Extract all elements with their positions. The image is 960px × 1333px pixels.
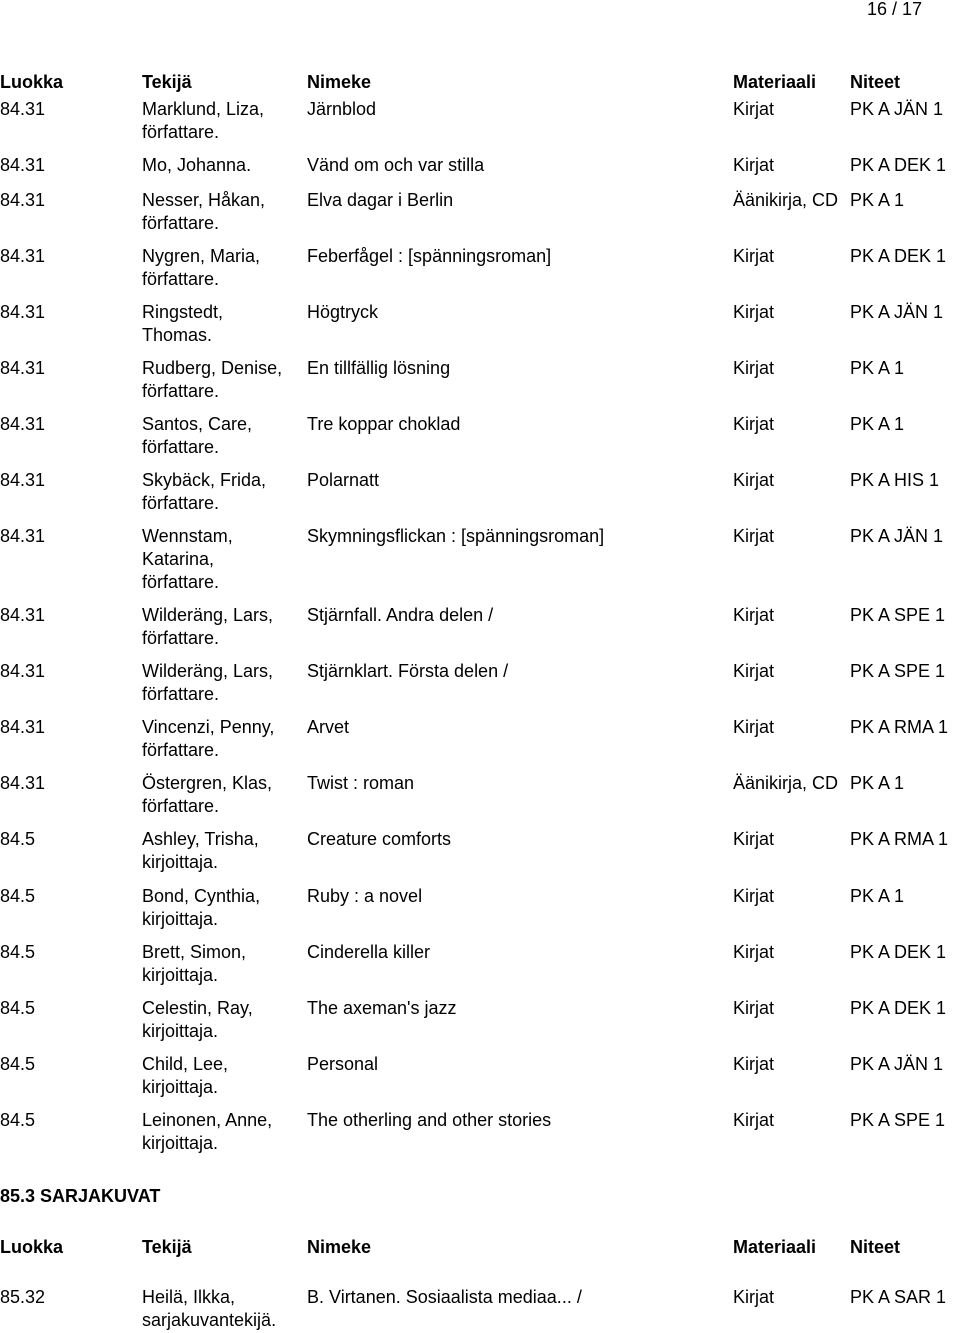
cell-nimeke: Polarnatt — [307, 470, 380, 490]
cell-materiaali: Kirjat — [733, 1287, 775, 1307]
cell-tekija: Santos, Care, — [142, 414, 253, 434]
cell-materiaali: Kirjat — [733, 358, 775, 378]
cell-tekija: kirjoittaja. — [142, 1133, 219, 1153]
cell-niteet: PK A 1 — [850, 886, 905, 906]
cell-niteet: PK A SPE 1 — [850, 661, 946, 681]
cell-tekija: Nesser, Håkan, — [142, 190, 266, 210]
cell-nimeke: Järnblod — [307, 99, 377, 119]
cell-nimeke: Feberfågel : [spänningsroman] — [307, 246, 552, 266]
cell-nimeke: Creature comforts — [307, 829, 452, 849]
cell-nimeke: Arvet — [307, 717, 350, 737]
cell-tekija: författare. — [142, 740, 220, 760]
cell-nimeke: Skymningsflickan : [spänningsroman] — [307, 526, 605, 546]
cell-materiaali: Kirjat — [733, 886, 775, 906]
cell-luokka: 84.31 — [0, 717, 46, 737]
cell-tekija: Ashley, Trisha, — [142, 829, 259, 849]
cell-materiaali: Kirjat — [733, 661, 775, 681]
cell-nimeke: Högtryck — [307, 302, 379, 322]
cell-tekija: Wennstam, — [142, 526, 233, 546]
cell-tekija: författare. — [142, 213, 220, 233]
cell-nimeke: En tillfällig lösning — [307, 358, 451, 378]
cell-tekija: Skybäck, Frida, — [142, 470, 267, 490]
cell-nimeke: Personal — [307, 1054, 379, 1074]
cell-luokka: 84.31 — [0, 414, 46, 434]
header-materiaali: Materiaali — [733, 1237, 817, 1257]
cell-materiaali: Kirjat — [733, 829, 775, 849]
cell-tekija: Bond, Cynthia, — [142, 886, 261, 906]
cell-tekija: författare. — [142, 493, 220, 513]
cell-niteet: PK A RMA 1 — [850, 717, 949, 737]
cell-nimeke: Elva dagar i Berlin — [307, 190, 454, 210]
cell-luokka: 84.5 — [0, 942, 36, 962]
cell-materiaali: Kirjat — [733, 526, 775, 546]
cell-tekija: Marklund, Liza, — [142, 99, 265, 119]
cell-materiaali: Kirjat — [733, 470, 775, 490]
cell-tekija: kirjoittaja. — [142, 852, 219, 872]
cell-materiaali: Kirjat — [733, 246, 775, 266]
cell-tekija: Rudberg, Denise, — [142, 358, 283, 378]
header-tekija: Tekijä — [142, 72, 192, 92]
cell-luokka: 84.31 — [0, 605, 46, 625]
cell-tekija: författare. — [142, 572, 220, 592]
cell-tekija: Mo, Johanna. — [142, 155, 252, 175]
cell-nimeke: The otherling and other stories — [307, 1110, 552, 1130]
cell-nimeke: The axeman's jazz — [307, 998, 457, 1018]
cell-luokka: 84.31 — [0, 99, 46, 119]
header-luokka: Luokka — [0, 72, 64, 92]
cell-tekija: Östergren, Klas, — [142, 773, 273, 793]
cell-tekija: Child, Lee, — [142, 1054, 229, 1074]
cell-nimeke: Twist : roman — [307, 773, 415, 793]
cell-luokka: 84.31 — [0, 246, 46, 266]
cell-tekija: Nygren, Maria, — [142, 246, 261, 266]
cell-niteet: PK A RMA 1 — [850, 829, 949, 849]
cell-tekija: Vincenzi, Penny, — [142, 717, 275, 737]
cell-luokka: 84.31 — [0, 661, 46, 681]
cell-luokka: 84.31 — [0, 302, 46, 322]
cell-tekija: Wilderäng, Lars, — [142, 661, 274, 681]
cell-niteet: PK A DEK 1 — [850, 155, 947, 175]
cell-luokka: 84.31 — [0, 155, 46, 175]
cell-niteet: PK A 1 — [850, 773, 905, 793]
cell-tekija: Heilä, Ilkka, — [142, 1287, 236, 1307]
cell-materiaali: Äänikirja, CD — [733, 773, 839, 793]
cell-tekija: kirjoittaja. — [142, 1077, 219, 1097]
cell-tekija: författare. — [142, 122, 220, 142]
cell-niteet: PK A JÄN 1 — [850, 1054, 944, 1074]
header-nimeke: Nimeke — [307, 72, 372, 92]
cell-niteet: PK A SPE 1 — [850, 605, 946, 625]
header-materiaali: Materiaali — [733, 72, 817, 92]
cell-luokka: 84.5 — [0, 1110, 36, 1130]
cell-materiaali: Kirjat — [733, 717, 775, 737]
cell-nimeke: Vänd om och var stilla — [307, 155, 485, 175]
cell-tekija: Leinonen, Anne, — [142, 1110, 273, 1130]
cell-luokka: 84.31 — [0, 470, 46, 490]
cell-materiaali: Kirjat — [733, 414, 775, 434]
cell-tekija: Brett, Simon, — [142, 942, 247, 962]
header-nimeke: Nimeke — [307, 1237, 372, 1257]
cell-materiaali: Äänikirja, CD — [733, 190, 839, 210]
cell-niteet: PK A DEK 1 — [850, 998, 947, 1018]
cell-luokka: 84.5 — [0, 886, 36, 906]
cell-luokka: 84.31 — [0, 190, 46, 210]
cell-niteet: PK A 1 — [850, 358, 905, 378]
cell-niteet: PK A DEK 1 — [850, 942, 947, 962]
cell-tekija: Wilderäng, Lars, — [142, 605, 274, 625]
cell-niteet: PK A 1 — [850, 414, 905, 434]
cell-tekija: sarjakuvantekijä. — [142, 1310, 277, 1330]
cell-nimeke: B. Virtanen. Sosiaalista mediaa... / — [307, 1287, 582, 1307]
cell-tekija: Celestin, Ray, — [142, 998, 253, 1018]
cell-luokka: 84.31 — [0, 773, 46, 793]
cell-tekija: författare. — [142, 684, 220, 704]
cell-niteet: PK A 1 — [850, 190, 905, 210]
cell-tekija: kirjoittaja. — [142, 1021, 219, 1041]
cell-materiaali: Kirjat — [733, 155, 775, 175]
cell-niteet: PK A JÄN 1 — [850, 302, 944, 322]
cell-luokka: 84.5 — [0, 998, 36, 1018]
cell-tekija: författare. — [142, 628, 220, 648]
cell-tekija: författare. — [142, 796, 220, 816]
cell-tekija: Thomas. — [142, 325, 213, 345]
cell-nimeke: Stjärnfall. Andra delen / — [307, 605, 494, 625]
cell-niteet: PK A DEK 1 — [850, 246, 947, 266]
cell-tekija: författare. — [142, 437, 220, 457]
cell-tekija: författare. — [142, 269, 220, 289]
cell-nimeke: Tre koppar choklad — [307, 414, 461, 434]
cell-niteet: PK A SAR 1 — [850, 1287, 947, 1307]
cell-tekija: författare. — [142, 381, 220, 401]
cell-tekija: Katarina, — [142, 549, 215, 569]
cell-niteet: PK A SPE 1 — [850, 1110, 946, 1130]
header-tekija: Tekijä — [142, 1237, 192, 1257]
cell-materiaali: Kirjat — [733, 1110, 775, 1130]
cell-luokka: 84.31 — [0, 358, 46, 378]
cell-materiaali: Kirjat — [733, 998, 775, 1018]
cell-luokka: 85.32 — [0, 1287, 46, 1307]
cell-tekija: kirjoittaja. — [142, 909, 219, 929]
header-luokka: Luokka — [0, 1237, 64, 1257]
header-niteet: Niteet — [850, 1237, 901, 1257]
cell-materiaali: Kirjat — [733, 605, 775, 625]
page-number: 16 / 17 — [866, 0, 922, 19]
cell-luokka: 84.31 — [0, 526, 46, 546]
cell-materiaali: Kirjat — [733, 942, 775, 962]
cell-niteet: PK A JÄN 1 — [850, 99, 944, 119]
cell-tekija: kirjoittaja. — [142, 965, 219, 985]
header-niteet: Niteet — [850, 72, 901, 92]
cell-tekija: Ringstedt, — [142, 302, 224, 322]
cell-niteet: PK A JÄN 1 — [850, 526, 944, 546]
cell-luokka: 84.5 — [0, 1054, 36, 1074]
section-title: 85.3 SARJAKUVAT — [0, 1186, 161, 1206]
cell-nimeke: Cinderella killer — [307, 942, 431, 962]
cell-nimeke: Stjärnklart. Första delen / — [307, 661, 509, 681]
cell-materiaali: Kirjat — [733, 302, 775, 322]
cell-materiaali: Kirjat — [733, 1054, 775, 1074]
cell-luokka: 84.5 — [0, 829, 36, 849]
cell-nimeke: Ruby : a novel — [307, 886, 423, 906]
cell-niteet: PK A HIS 1 — [850, 470, 940, 490]
cell-materiaali: Kirjat — [733, 99, 775, 119]
